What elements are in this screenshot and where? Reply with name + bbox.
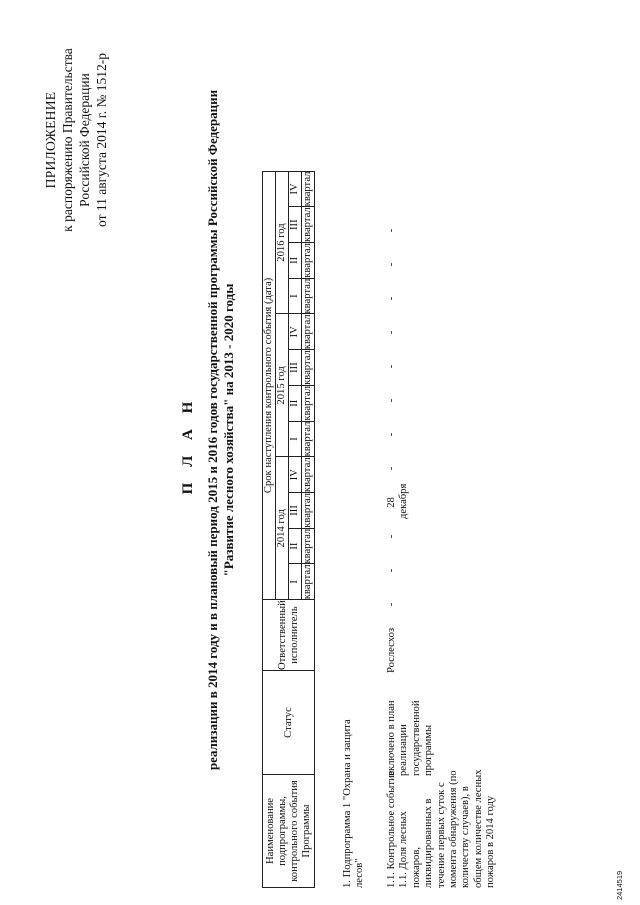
plan-title: П Л А Н <box>180 395 196 495</box>
appendix-block <box>42 30 110 250</box>
quarter-word: квартал <box>302 314 313 350</box>
year-2016: 2016 год <box>276 171 289 314</box>
event-1-cell: - <box>386 330 397 335</box>
event-1-cell: - <box>386 296 397 301</box>
q-2016-3: III <box>289 207 302 243</box>
event-1-cell: 28 декабря <box>386 483 410 519</box>
quarter-word: квартал <box>302 385 313 421</box>
q-2014-4: IV <box>289 457 302 493</box>
event-1-cell: - <box>386 602 397 607</box>
plan-subtitle <box>205 45 237 815</box>
appendix-line-1: к распоряжению Правительства <box>60 48 75 232</box>
q-2016-4: IV <box>289 171 302 207</box>
appendix-title: ПРИЛОЖЕНИЕ <box>43 91 58 189</box>
event-1-cell: - <box>386 568 397 573</box>
subtitle-line-2: "Развитие лесного хозяйства" на 2013 - 2020 годы <box>221 283 236 577</box>
header-name: Наименование подпрограммы, контрольного события Программы <box>263 775 315 888</box>
event-1-cell: - <box>386 398 397 403</box>
section-subprogram-1: 1. Подпрограмма 1 "Охрана и защита лесов" <box>342 719 366 888</box>
q-2016-1: I <box>289 278 302 314</box>
appendix-line-2: Российской Федерации <box>77 73 92 207</box>
quarter-word: квартал <box>302 528 313 564</box>
event-1-cell: - <box>386 364 397 369</box>
plan-table-header <box>262 171 315 888</box>
quarter-word: квартал <box>302 457 313 493</box>
quarter-word: квартал <box>302 350 313 385</box>
header-status: Статус <box>263 671 315 775</box>
q-2015-2: II <box>289 385 302 421</box>
quarter-word: квартал <box>302 421 313 457</box>
event-1-name: 1.1. Контрольное событие 1.1. Доля лесных пожаров, ликвидированных в течение первых суток с момента обнаружения (по количеству случаев), в общем количестве лесных пожаров в 2014 году <box>386 769 497 888</box>
quarter-word: квартал <box>302 243 313 278</box>
q-2015-1: I <box>289 421 302 457</box>
header-deadline: Срок наступления контрольного события (дата) <box>263 171 276 600</box>
event-1-cell: - <box>386 466 397 471</box>
quarter-word: квартал <box>302 493 313 528</box>
subtitle-line-1: реализации в 2014 году и в плановый период 2015 и 2016 годов государственной программы Российской Федерации <box>205 89 220 771</box>
year-2015: 2015 год <box>276 314 289 457</box>
q-2014-1: I <box>289 564 302 600</box>
quarter-word: квартал <box>302 171 313 207</box>
event-1-status: включено в план реализации государственной программы <box>386 700 435 776</box>
q-2016-2: II <box>289 243 302 279</box>
q-2015-4: IV <box>289 314 302 350</box>
event-1-cell: - <box>386 228 397 233</box>
event-1-cell: - <box>386 262 397 267</box>
year-2014: 2014 год <box>276 457 289 600</box>
document-code: 2414519 <box>615 870 624 900</box>
event-1-executor: Рослесхоз <box>386 627 397 673</box>
event-1-cell: - <box>386 432 397 437</box>
header-executor: Ответственный исполнитель <box>263 600 315 671</box>
event-1-cell: - <box>386 534 397 539</box>
q-2014-2: II <box>289 528 302 564</box>
q-2015-3: III <box>289 350 302 386</box>
q-2014-3: III <box>289 493 302 529</box>
quarter-word: квартал <box>302 564 313 600</box>
quarter-word: квартал <box>302 207 313 243</box>
appendix-line-3: от 11 августа 2014 г. № 1512-р <box>94 53 109 227</box>
quarter-word: квартал <box>302 278 313 314</box>
